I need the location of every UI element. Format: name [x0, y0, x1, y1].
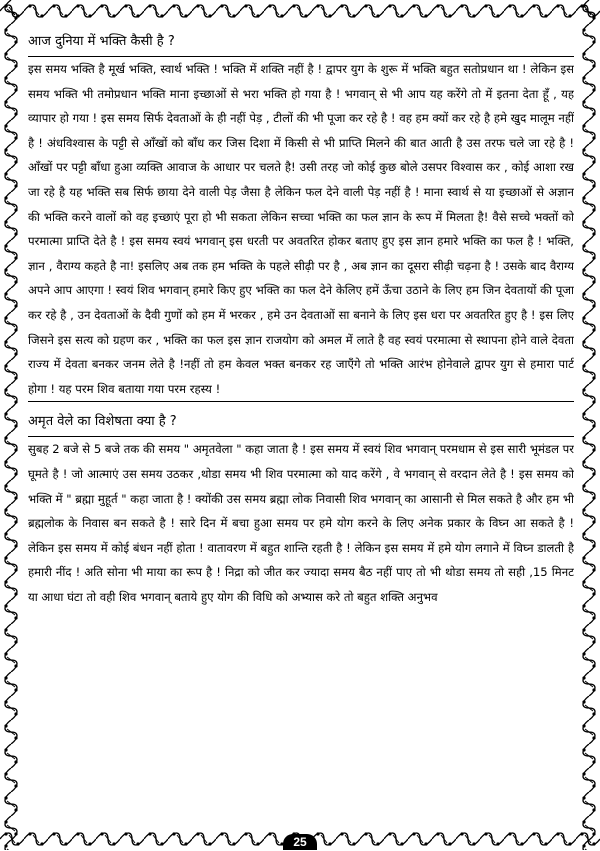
- decorative-border-left: [0, 0, 22, 850]
- decorative-border-top: [0, 0, 600, 22]
- section-heading-amritvela: अमृत वेले का विशेषता क्या है ?: [28, 414, 177, 430]
- section-body-amritvela: सुबह 2 बजे से 5 बजे तक की समय " अमृतवेला " कहा जाता है ! इस समय में स्वयं शिव भगवान् परमधाम से इस सारी भूमंडल पर घूमते है ! जो आत्माएं उस समय उठकर ,थोडा समय भी शिव परमात्मा को याद करेंगे , वे भगवान् से वरदान लेते है ! इस समय को भक्ति में " ब्रह्मा मुहूर्त " कहा जाता है ! क्योंकी उस समय ब्रह्मा लोक निवासी शिव भगवान् का आसानी से मिल सकते है और हम भी ब्रह्मलोक के निवास बन सकते है ! सारे दिन में बचा हुआ समय पर हमे योग करने के लिए अनेक प्रकार के विघ्न आ सकते है ! लेकिन इस समय में कोई बंधन नहीं होता ! वातावरण में बहुत शान्ति रहती है ! लेकिन इस समय में हमे योग लगाने में विघ्न डालती है हमारी नींद ! अति सोना भी माया का रूप है ! निद्रा को जीत कर ज्यादा समय बैठ नहीं पाए तो भी थोडा समय तो सही ,15 मिनट या आधा घंटा तो वही शिव भगवान् बताये हुए योग की विधि को अभ्यास करे तो बहुत शक्ति अनुभव: [28, 442, 574, 604]
- section-heading-bhakti: आज दुनिया में भक्ति कैसी है ?: [28, 34, 175, 49]
- decorative-border-right: [578, 0, 600, 850]
- page-content: [28, 30, 574, 820]
- section-body-bhakti: इस समय भक्ति है मूर्ख भक्ति, स्वार्थ भक्ति ! भक्ति में शक्ति नहीं है ! द्वापर युग के शुरू में भक्ति बहुत सतोप्रधान था ! लेकिन इस समय भक्ति भी तमोप्रधान भक्ति माना इच्छाओं से भरा भक्ति हो गया है ! भगवान् से भी आप यह करेंगे तो में इतना देता हूँ , यह व्यापार हो गया ! इस समय सिर्फ देवताओं के ही नहीं पेड़ , टीलों की भी पूजा कर रहे है ! वह हम क्यों कर रहे है हमे खुद मालूम नहीं है ! अंधविश्वास के पट्टी से आँखों को बाँध कर जिस दिशा में किसी से भी प्राप्ति मिलने की बात आती है उस तरफ चले जा रहे है ! आँखों पर पट्टी बाँधा हुआ व्यक्ति आवाज के आधार पर चलते है! उसी तरह जो कोई कुछ बोले उसपर विश्वास कर , कोई आशा रख जा रहे है यह भक्ति सब सिर्फ छाया देने वाली पेड़ जैसा है लेकिन फल देने वाली पेड़ नहीं है ! माना स्वार्थ से या इच्छाओं से अज्ञान की भक्ति करने वालों को वह इच्छाएं पूरा हो भी सकता लेकिन सच्चा भक्ति का फल ज्ञान के रूप में मिलता है! वैसे सच्चे भक्तों को परमात्मा प्राप्ति देते है ! इस समय स्वयं भगवान् इस धरती पर अवतरित होकर बताए हुए इस ज्ञान हमारे भक्ति का फल है ! भक्ति, ज्ञान , वैराग्य कहते है ना! इसलिए अब तक हम भक्ति के पहले सीढ़ी पर है , अब ज्ञान का दूसरा सीढ़ी चढ़ना है ! उसके बाद वैराग्य अपने आप आएगा ! स्वयं शिव भगवान् हमारे किए हुए भक्ति का फल देने केलिए हमें ऊँचा उठाने के लिए हम जिन देवतायों की पूजा कर रहे है , उन देवताओं के दैवी गुणों को हम में भरकर , हमे उन देवताओं सा बनाने के लिए इस धरा पर अवतरित हुए है ! इस लिए जिसने इस सत्य को ग्रहण कर , भक्ति का फल इस ज्ञान राजयोग को अमल में लाते है वह स्वयं परमात्मा से स्थापना होने वाले देवता राज्य में देवता बनकर जनम लेते है !नहीं तो हम केवल भक्त बनकर रह जाएँगे तो भक्ति आरंभ होनेवाले द्वापर युग से हमारा पार्ट होगा ! यह परम शिव बताया गया परम रहस्य !: [28, 62, 574, 396]
- page-number: 25: [283, 834, 317, 850]
